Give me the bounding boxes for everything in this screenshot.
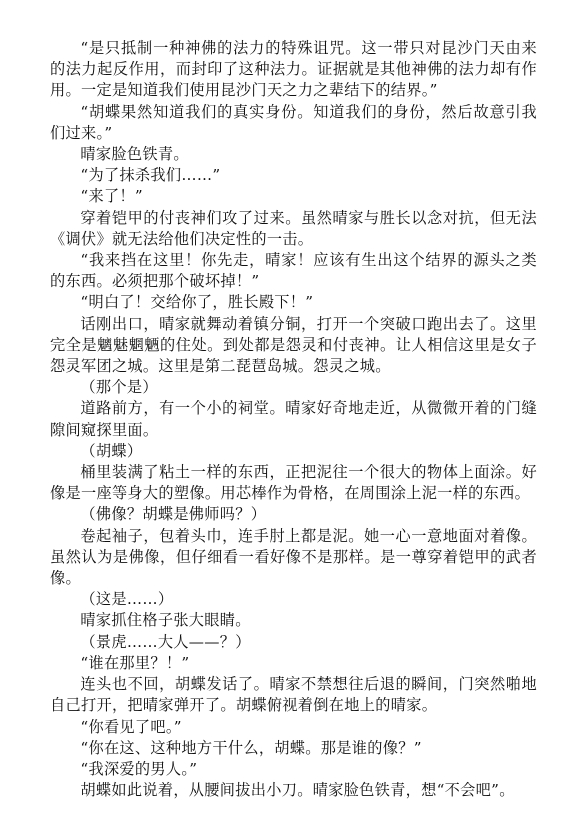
paragraph: “明白了！交给你了，胜长殿下！”: [80, 293, 314, 312]
paragraph: （景虎……大人——？）: [80, 632, 251, 651]
paragraph: “是只抵制一种神佛的法力的特殊诅咒。这一带只对昆沙门天由来的法力起反作用，而封印了这种法力。证据就是其他神佛的法力却有作用。一定是知道我们使用昆沙门天之力之辈结下的结界。”: [50, 39, 537, 100]
paragraph: 晴家脸色铁青。: [80, 145, 189, 164]
paragraph: “我深爱的男人。”: [80, 759, 198, 778]
paragraph: “谁在那里？！”: [80, 653, 190, 672]
document-page: [50, 38, 537, 801]
paragraph: 道路前方，有一个小的祠堂。晴家好奇地走近，从微微开着的门缝隙间窥探里面。: [50, 399, 537, 439]
paragraph: 桶里装满了粘土一样的东西，正把泥往一个很大的物体上面涂。好像是一座等身大的塑像。用芯棒作为骨格，在周围涂上泥一样的东西。: [50, 463, 537, 503]
paragraph: “你在这、这种地方干什么，胡蝶。那是谁的像？”: [80, 738, 422, 757]
paragraph: “胡蝶果然知道我们的真实身份。知道我们的身份，然后故意引我们过来。”: [50, 102, 537, 142]
paragraph: 卷起袖子，包着头巾，连手肘上都是泥。她一心一意地面对着像。虽然认为是佛像，但仔细看一看好像不是那样。是一尊穿着铠甲的武者像。: [50, 526, 537, 588]
paragraph: 连头也不回，胡蝶发话了。晴家不禁想往后退的瞬间，门突然啪地自己打开，把晴家弹开了。胡蝶俯视着倒在地上的晴家。: [50, 675, 537, 715]
paragraph: “你看见了吧。”: [80, 717, 182, 736]
paragraph: 胡蝶如此说着，从腰间拔出小刀。晴家脸色铁青，想“不会吧”。: [80, 781, 515, 800]
paragraph: （那个是）: [80, 378, 158, 397]
paragraph: 话刚出口，晴家就舞动着镇分铜，打开一个突破口跑出去了。这里完全是魑魅魍魉的住处。到处都是怨灵和付丧神。让人相信这里是女子怨灵军团之城。这里是第二琵琶岛城。怨灵之城。: [50, 314, 537, 376]
paragraph: （佛像？胡蝶是佛师吗？）: [80, 505, 267, 524]
paragraph: （胡蝶）: [80, 441, 143, 460]
paragraph: 晴家抓住格子张大眼睛。: [80, 611, 251, 630]
paragraph: “来了！”: [80, 187, 143, 206]
paragraph: 穿着铠甲的付丧神们攻了过来。虽然晴家与胜长以念对抗，但无法《调伏》就无法给他们决定性的一击。: [50, 208, 537, 248]
paragraph: “我来挡在这里！你先走，晴家！应该有生出这个结界的源头之类的东西。必须把那个破坏掉！”: [50, 251, 537, 291]
paragraph: “为了抹杀我们……”: [80, 166, 221, 185]
paragraph: （这是……）: [80, 590, 174, 609]
